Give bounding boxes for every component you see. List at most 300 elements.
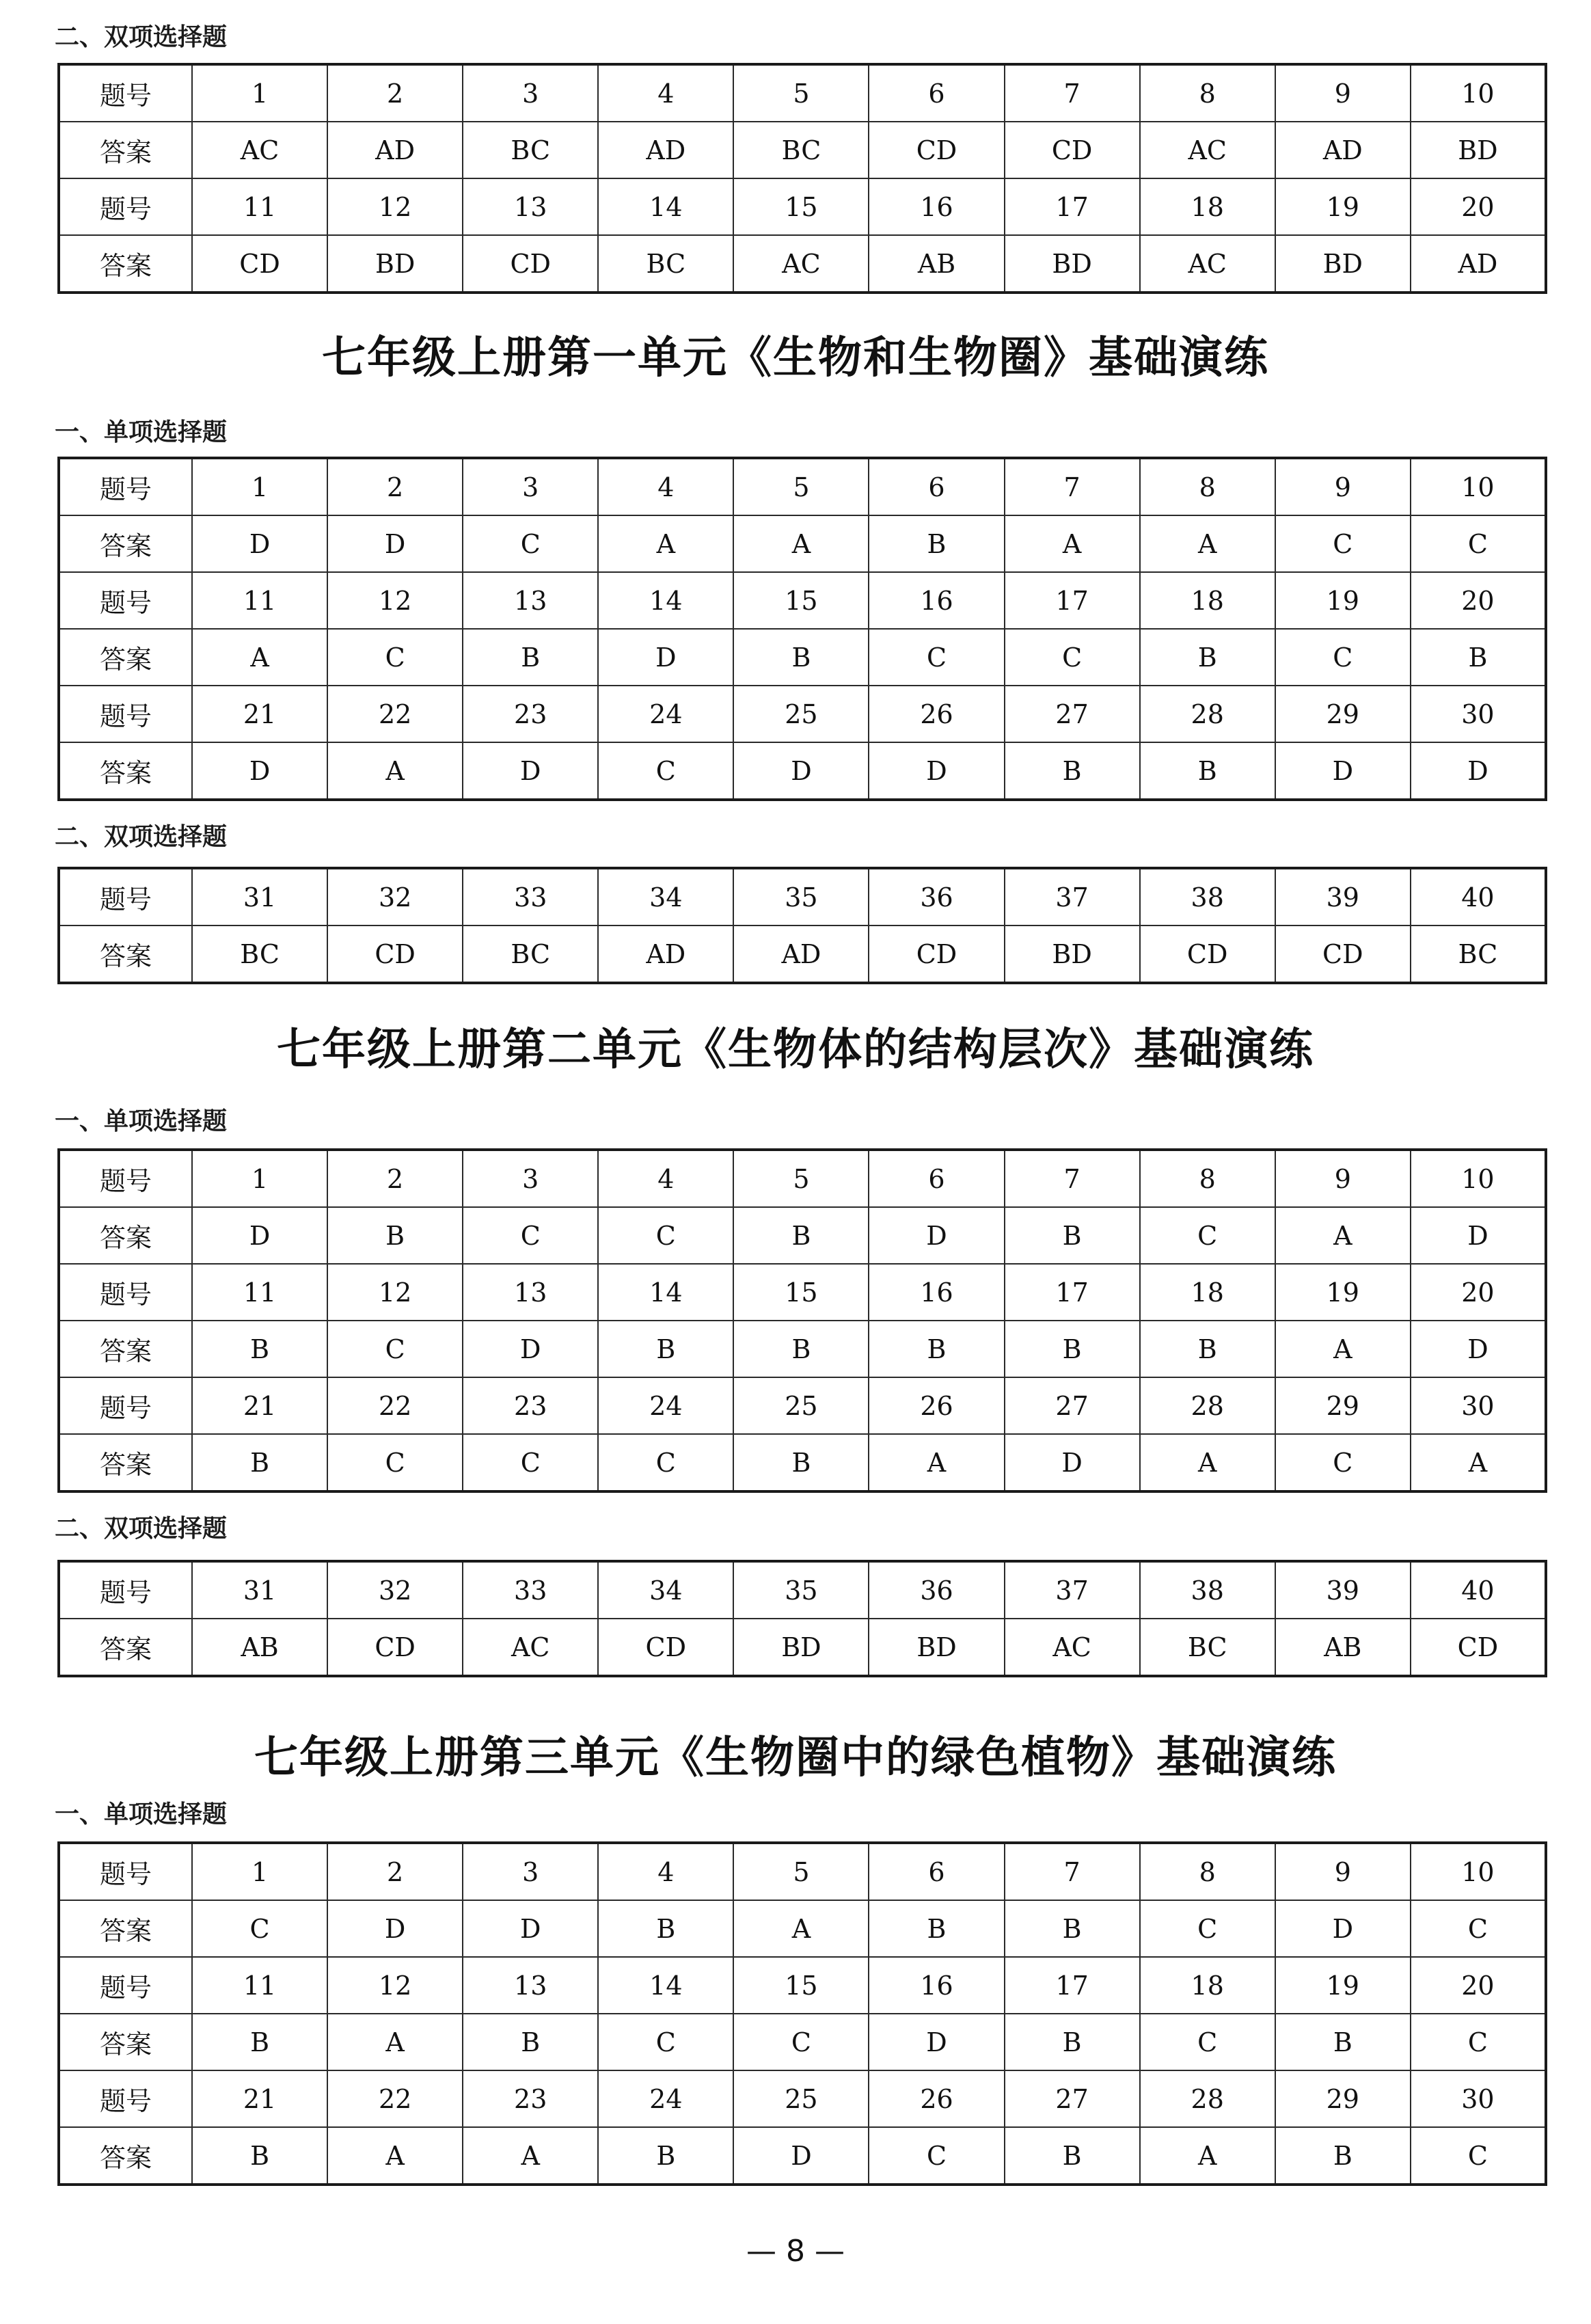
question-number-row — [59, 686, 1546, 742]
question-number-cell: 11 — [192, 1264, 327, 1321]
answer-cell: C — [327, 1321, 463, 1377]
answer-row — [59, 2127, 1546, 2185]
answer-cell: CD — [1140, 925, 1275, 983]
answer-cell: AD — [598, 122, 733, 178]
answer-cell: A — [1005, 515, 1140, 572]
answer-cell: A — [463, 2127, 598, 2185]
answer-cell: D — [1411, 742, 1546, 800]
answer-cell: D — [1275, 742, 1411, 800]
question-number-cell: 28 — [1140, 1377, 1275, 1434]
answer-row — [59, 2014, 1546, 2070]
answer-cell: AB — [869, 235, 1004, 293]
question-number-cell: 20 — [1411, 1264, 1546, 1321]
question-number-cell: 17 — [1005, 1264, 1140, 1321]
answer-row — [59, 122, 1546, 178]
answer-cell: A — [192, 629, 327, 686]
question-number-cell: 13 — [463, 178, 598, 235]
question-number-cell: 23 — [463, 686, 598, 742]
answer-cell: C — [463, 1207, 598, 1264]
question-number-cell: 38 — [1140, 868, 1275, 925]
answer-row — [59, 742, 1546, 800]
section-label-single-choice: 一、单项选择题 — [55, 418, 228, 446]
question-number-cell: 35 — [733, 868, 869, 925]
answer-cell: B — [1140, 742, 1275, 800]
question-number-cell: 34 — [598, 1561, 733, 1619]
answer-cell: B — [192, 1434, 327, 1491]
question-number-cell: 16 — [869, 1957, 1004, 2014]
answer-cell: B — [1411, 629, 1546, 686]
answer-cell: BD — [1275, 235, 1411, 293]
question-number-cell: 9 — [1275, 64, 1411, 122]
answer-cell: A — [733, 515, 869, 572]
question-number-cell: 7 — [1005, 1843, 1140, 1900]
question-number-cell: 16 — [869, 572, 1004, 629]
answer-cell: C — [1140, 1207, 1275, 1264]
question-number-cell: 6 — [869, 1843, 1004, 1900]
row-header: 题号 — [59, 572, 192, 629]
row-header: 答案 — [59, 629, 192, 686]
answer-cell: B — [733, 1434, 869, 1491]
answer-cell: B — [192, 2014, 327, 2070]
question-number-cell: 9 — [1275, 1843, 1411, 1900]
answer-cell: AB — [1275, 1619, 1411, 1676]
question-number-cell: 7 — [1005, 64, 1140, 122]
answer-cell: D — [192, 515, 327, 572]
question-number-cell: 2 — [327, 458, 463, 515]
answer-cell: D — [463, 1900, 598, 1957]
answer-cell: AC — [192, 122, 327, 178]
answer-cell: A — [327, 2127, 463, 2185]
row-header: 题号 — [59, 2070, 192, 2127]
question-number-cell: 11 — [192, 1957, 327, 2014]
answer-cell: AD — [1275, 122, 1411, 178]
answer-cell: AB — [192, 1619, 327, 1676]
question-number-cell: 22 — [327, 686, 463, 742]
section-label-double-choice: 二、双项选择题 — [55, 1515, 228, 1543]
answer-cell: CD — [327, 1619, 463, 1676]
question-number-cell: 36 — [869, 1561, 1004, 1619]
row-header: 题号 — [59, 868, 192, 925]
answer-cell: B — [1005, 742, 1140, 800]
question-number-cell: 5 — [733, 1150, 869, 1207]
question-number-cell: 23 — [463, 1377, 598, 1434]
answer-cell: D — [869, 1207, 1004, 1264]
question-number-cell: 4 — [598, 1843, 733, 1900]
question-number-cell: 37 — [1005, 1561, 1140, 1619]
answer-cell: BC — [1411, 925, 1546, 983]
row-header: 答案 — [59, 2014, 192, 2070]
answer-cell: CD — [1275, 925, 1411, 983]
question-number-cell: 25 — [733, 1377, 869, 1434]
answer-cell: D — [869, 742, 1004, 800]
section-label-double-choice: 二、双项选择题 — [55, 823, 228, 851]
question-number-cell: 3 — [463, 64, 598, 122]
answer-cell: B — [1140, 629, 1275, 686]
answer-cell: B — [463, 2014, 598, 2070]
answer-cell: A — [1275, 1207, 1411, 1264]
answer-cell: A — [327, 742, 463, 800]
answer-cell: D — [192, 1207, 327, 1264]
answer-cell: AC — [1005, 1619, 1140, 1676]
question-number-row — [59, 1150, 1546, 1207]
question-number-cell: 5 — [733, 64, 869, 122]
question-number-cell: 36 — [869, 868, 1004, 925]
question-number-row — [59, 868, 1546, 925]
answer-cell: D — [1411, 1321, 1546, 1377]
question-number-cell: 4 — [598, 1150, 733, 1207]
question-number-row — [59, 1264, 1546, 1321]
question-number-cell: 2 — [327, 1150, 463, 1207]
question-number-cell: 18 — [1140, 1957, 1275, 2014]
question-number-cell: 24 — [598, 2070, 733, 2127]
answer-cell: CD — [463, 235, 598, 293]
answer-row — [59, 515, 1546, 572]
answer-cell: AC — [733, 235, 869, 293]
answer-cell: B — [192, 2127, 327, 2185]
section-label-double-choice: 二、双项选择题 — [55, 23, 228, 51]
question-number-cell: 15 — [733, 1957, 869, 2014]
answer-row — [59, 1321, 1546, 1377]
answer-cell: CD — [327, 925, 463, 983]
answer-cell: A — [1140, 1434, 1275, 1491]
section-label-single-choice: 一、单项选择题 — [55, 1107, 228, 1135]
answer-cell: A — [869, 1434, 1004, 1491]
answer-cell: BD — [327, 235, 463, 293]
row-header: 题号 — [59, 1561, 192, 1619]
unit-title-1: 七年级上册第一单元《生物和生物圈》基础演练 — [322, 333, 1269, 383]
answer-cell: A — [1140, 515, 1275, 572]
question-number-cell: 14 — [598, 178, 733, 235]
question-number-cell: 39 — [1275, 868, 1411, 925]
question-number-cell: 30 — [1411, 686, 1546, 742]
answer-cell: B — [1005, 2014, 1140, 2070]
answer-cell: AD — [1411, 235, 1546, 293]
answer-cell: B — [869, 1900, 1004, 1957]
question-number-cell: 12 — [327, 178, 463, 235]
row-header: 答案 — [59, 1321, 192, 1377]
question-number-cell: 2 — [327, 64, 463, 122]
section-label-single-choice: 一、单项选择题 — [55, 1800, 228, 1828]
answer-cell: C — [1275, 629, 1411, 686]
question-number-cell: 8 — [1140, 64, 1275, 122]
row-header: 题号 — [59, 178, 192, 235]
answer-table — [57, 63, 1547, 294]
question-number-cell: 27 — [1005, 686, 1140, 742]
answer-cell: C — [598, 1207, 733, 1264]
row-header: 答案 — [59, 515, 192, 572]
question-number-cell: 12 — [327, 1957, 463, 2014]
question-number-cell: 5 — [733, 1843, 869, 1900]
question-number-cell: 39 — [1275, 1561, 1411, 1619]
row-header: 答案 — [59, 1434, 192, 1491]
question-number-cell: 9 — [1275, 458, 1411, 515]
answer-cell: A — [1275, 1321, 1411, 1377]
answer-cell: B — [1005, 1900, 1140, 1957]
question-number-cell: 6 — [869, 64, 1004, 122]
question-number-cell: 18 — [1140, 178, 1275, 235]
unit-title-2: 七年级上册第二单元《生物体的结构层次》基础演练 — [277, 1025, 1314, 1075]
question-number-cell: 11 — [192, 572, 327, 629]
question-number-cell: 3 — [463, 1843, 598, 1900]
question-number-row — [59, 178, 1546, 235]
question-number-cell: 20 — [1411, 1957, 1546, 2014]
answer-cell: C — [598, 742, 733, 800]
question-number-cell: 40 — [1411, 868, 1546, 925]
question-number-cell: 6 — [869, 458, 1004, 515]
answer-cell: BC — [598, 235, 733, 293]
question-number-cell: 1 — [192, 1843, 327, 1900]
question-number-cell: 3 — [463, 458, 598, 515]
question-number-cell: 24 — [598, 1377, 733, 1434]
question-number-cell: 10 — [1411, 1843, 1546, 1900]
question-number-cell: 33 — [463, 868, 598, 925]
answer-cell: D — [1005, 1434, 1140, 1491]
answer-cell: BD — [1411, 122, 1546, 178]
question-number-cell: 7 — [1005, 458, 1140, 515]
answer-cell: CD — [869, 925, 1004, 983]
answer-cell: C — [733, 2014, 869, 2070]
answer-cell: B — [327, 1207, 463, 1264]
question-number-cell: 5 — [733, 458, 869, 515]
question-number-cell: 19 — [1275, 1957, 1411, 2014]
question-number-row — [59, 1843, 1546, 1900]
answer-cell: D — [327, 1900, 463, 1957]
question-number-cell: 20 — [1411, 572, 1546, 629]
question-number-cell: 28 — [1140, 686, 1275, 742]
row-header: 答案 — [59, 742, 192, 800]
question-number-cell: 1 — [192, 64, 327, 122]
answer-cell: BD — [733, 1619, 869, 1676]
answer-cell: B — [598, 1321, 733, 1377]
answer-cell: B — [598, 1900, 733, 1957]
answer-cell: AC — [1140, 122, 1275, 178]
answer-cell: AD — [327, 122, 463, 178]
question-number-cell: 8 — [1140, 1843, 1275, 1900]
answer-cell: D — [733, 742, 869, 800]
question-number-cell: 27 — [1005, 1377, 1140, 1434]
answer-cell: AC — [463, 1619, 598, 1676]
answer-cell: D — [327, 515, 463, 572]
question-number-cell: 33 — [463, 1561, 598, 1619]
question-number-cell: 22 — [327, 2070, 463, 2127]
answer-cell: BC — [192, 925, 327, 983]
answer-cell: B — [1275, 2127, 1411, 2185]
answer-row — [59, 1207, 1546, 1264]
question-number-cell: 15 — [733, 178, 869, 235]
question-number-row — [59, 1377, 1546, 1434]
question-number-cell: 19 — [1275, 572, 1411, 629]
answer-cell: B — [598, 2127, 733, 2185]
answer-cell: C — [1411, 2014, 1546, 2070]
row-header: 答案 — [59, 2127, 192, 2185]
answer-cell: B — [869, 1321, 1004, 1377]
answer-table — [57, 1560, 1547, 1677]
question-number-cell: 38 — [1140, 1561, 1275, 1619]
answer-cell: D — [733, 2127, 869, 2185]
question-number-cell: 13 — [463, 1264, 598, 1321]
question-number-cell: 15 — [733, 1264, 869, 1321]
answer-row — [59, 629, 1546, 686]
answer-cell: C — [1140, 2014, 1275, 2070]
row-header: 题号 — [59, 1377, 192, 1434]
question-number-row — [59, 572, 1546, 629]
answer-cell: BC — [463, 122, 598, 178]
answer-cell: BC — [1140, 1619, 1275, 1676]
question-number-cell: 26 — [869, 2070, 1004, 2127]
answer-cell: C — [598, 1434, 733, 1491]
row-header: 题号 — [59, 1843, 192, 1900]
answer-cell: B — [733, 1321, 869, 1377]
row-header: 题号 — [59, 64, 192, 122]
question-number-cell: 10 — [1411, 64, 1546, 122]
question-number-cell: 2 — [327, 1843, 463, 1900]
question-number-cell: 19 — [1275, 1264, 1411, 1321]
question-number-cell: 3 — [463, 1150, 598, 1207]
answer-cell: A — [1140, 2127, 1275, 2185]
answer-cell: C — [869, 2127, 1004, 2185]
answer-cell: D — [463, 742, 598, 800]
question-number-cell: 32 — [327, 1561, 463, 1619]
question-number-cell: 40 — [1411, 1561, 1546, 1619]
answer-cell: CD — [598, 1619, 733, 1676]
question-number-cell: 31 — [192, 868, 327, 925]
question-number-cell: 19 — [1275, 178, 1411, 235]
question-number-cell: 13 — [463, 572, 598, 629]
question-number-cell: 16 — [869, 178, 1004, 235]
unit-title-3: 七年级上册第三单元《生物圈中的绿色植物》基础演练 — [254, 1733, 1337, 1783]
question-number-cell: 30 — [1411, 2070, 1546, 2127]
answer-cell: D — [598, 629, 733, 686]
question-number-cell: 4 — [598, 458, 733, 515]
answer-row — [59, 1434, 1546, 1491]
question-number-cell: 28 — [1140, 2070, 1275, 2127]
answer-cell: C — [192, 1900, 327, 1957]
answer-cell: A — [598, 515, 733, 572]
question-number-cell: 29 — [1275, 686, 1411, 742]
answer-cell: BC — [733, 122, 869, 178]
question-number-cell: 8 — [1140, 458, 1275, 515]
question-number-cell: 18 — [1140, 1264, 1275, 1321]
answer-cell: B — [869, 515, 1004, 572]
answer-cell: C — [869, 629, 1004, 686]
question-number-cell: 24 — [598, 686, 733, 742]
question-number-cell: 17 — [1005, 572, 1140, 629]
question-number-row — [59, 1957, 1546, 2014]
question-number-cell: 25 — [733, 686, 869, 742]
answer-cell: AC — [1140, 235, 1275, 293]
answer-cell: BD — [869, 1619, 1004, 1676]
answer-cell: BC — [463, 925, 598, 983]
question-number-cell: 20 — [1411, 178, 1546, 235]
question-number-cell: 7 — [1005, 1150, 1140, 1207]
question-number-row — [59, 458, 1546, 515]
question-number-cell: 29 — [1275, 2070, 1411, 2127]
row-header: 答案 — [59, 122, 192, 178]
answer-cell: BD — [1005, 235, 1140, 293]
question-number-cell: 35 — [733, 1561, 869, 1619]
question-number-cell: 9 — [1275, 1150, 1411, 1207]
answer-cell: B — [1005, 1321, 1140, 1377]
answer-cell: B — [733, 629, 869, 686]
answer-cell: A — [1411, 1434, 1546, 1491]
question-number-cell: 12 — [327, 1264, 463, 1321]
row-header: 答案 — [59, 1207, 192, 1264]
question-number-cell: 26 — [869, 1377, 1004, 1434]
question-number-cell: 23 — [463, 2070, 598, 2127]
answer-cell: B — [733, 1207, 869, 1264]
question-number-cell: 18 — [1140, 572, 1275, 629]
question-number-cell: 10 — [1411, 1150, 1546, 1207]
question-number-row — [59, 64, 1546, 122]
answer-table — [57, 867, 1547, 984]
question-number-cell: 1 — [192, 458, 327, 515]
question-number-cell: 16 — [869, 1264, 1004, 1321]
question-number-cell: 11 — [192, 178, 327, 235]
question-number-cell: 21 — [192, 686, 327, 742]
question-number-cell: 14 — [598, 572, 733, 629]
question-number-cell: 4 — [598, 64, 733, 122]
answer-cell: CD — [192, 235, 327, 293]
answer-cell: C — [463, 515, 598, 572]
answer-cell: C — [1275, 515, 1411, 572]
answer-cell: C — [1411, 515, 1546, 572]
answer-cell: D — [869, 2014, 1004, 2070]
answer-cell: C — [327, 629, 463, 686]
answer-cell: B — [1005, 2127, 1140, 2185]
question-number-cell: 12 — [327, 572, 463, 629]
answer-row — [59, 1619, 1546, 1676]
answer-cell: D — [1275, 1900, 1411, 1957]
question-number-cell: 14 — [598, 1957, 733, 2014]
answer-table — [57, 457, 1547, 801]
answer-table — [57, 1148, 1547, 1493]
row-header: 题号 — [59, 1264, 192, 1321]
question-number-row — [59, 1561, 1546, 1619]
question-number-cell: 37 — [1005, 868, 1140, 925]
answer-cell: B — [1005, 1207, 1140, 1264]
question-number-cell: 10 — [1411, 458, 1546, 515]
row-header: 题号 — [59, 458, 192, 515]
row-header: 题号 — [59, 1150, 192, 1207]
answer-row — [59, 1900, 1546, 1957]
answer-cell: AD — [733, 925, 869, 983]
answer-cell: A — [327, 2014, 463, 2070]
answer-cell: C — [1275, 1434, 1411, 1491]
answer-row — [59, 925, 1546, 983]
question-number-cell: 8 — [1140, 1150, 1275, 1207]
question-number-cell: 17 — [1005, 1957, 1140, 2014]
answer-cell: C — [1411, 2127, 1546, 2185]
question-number-cell: 6 — [869, 1150, 1004, 1207]
row-header: 答案 — [59, 1900, 192, 1957]
answer-cell: C — [463, 1434, 598, 1491]
question-number-cell: 14 — [598, 1264, 733, 1321]
row-header: 题号 — [59, 1957, 192, 2014]
answer-cell: D — [463, 1321, 598, 1377]
answer-cell: B — [1140, 1321, 1275, 1377]
answer-table — [57, 1841, 1547, 2186]
answer-cell: D — [1411, 1207, 1546, 1264]
question-number-row — [59, 2070, 1546, 2127]
answer-cell: CD — [1411, 1619, 1546, 1676]
question-number-cell: 1 — [192, 1150, 327, 1207]
answer-cell: AD — [598, 925, 733, 983]
question-number-cell: 21 — [192, 1377, 327, 1434]
row-header: 答案 — [59, 235, 192, 293]
question-number-cell: 32 — [327, 868, 463, 925]
row-header: 题号 — [59, 686, 192, 742]
answer-cell: C — [598, 2014, 733, 2070]
